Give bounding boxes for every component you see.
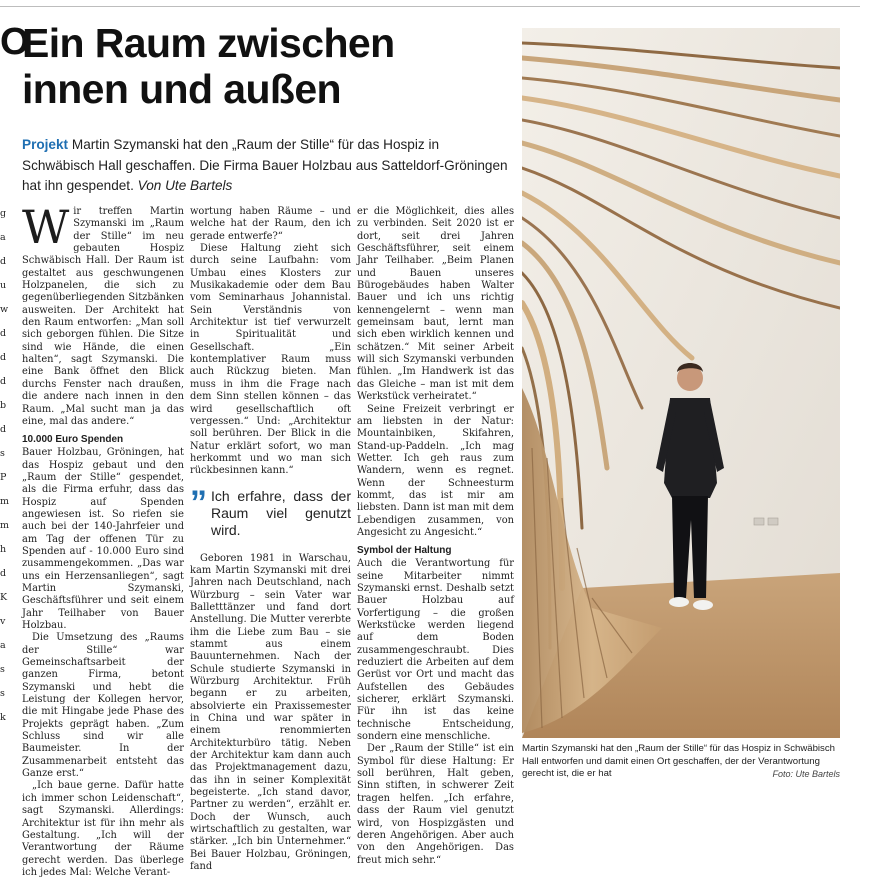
edge-text-fragment: P xyxy=(0,472,7,483)
edge-text-fragment: u xyxy=(0,280,7,291)
edge-text-fragment: d xyxy=(0,376,7,387)
edge-text-fragment: d xyxy=(0,328,7,339)
edge-text-fragment: v xyxy=(0,616,6,627)
subheading: Symbol der Haltung xyxy=(357,545,452,557)
subheading: 10.000 Euro Spenden xyxy=(22,434,124,446)
edge-text-fragment: w xyxy=(0,304,9,315)
paragraph: Diese Haltung zieht sich durch seine Laufbahn: vom Umbau eines Klosters zur Musikakademie oder dem Bau vom Seminarhaus Johannistal. Sein Verständnis von Architektur ist tief verwurzelt in Spiritualität und Gesellschaft. „Ein kontemplativer Raum muss auch Rückzug bieten. Man muss in ihm die Frage nach dem Sinn stellen können – das wird gesellschaftlich oft vergessen.“ Und: „Architektur soll berühren. Der Blick in die Natur erklärt sofort, wo man herkommt und wo man sich rückbesinnen kann.“ xyxy=(190,243,351,477)
edge-text-fragment: s xyxy=(0,664,5,675)
paragraph: Geboren 1981 in Warschau, kam Martin Szymanski mit drei Jahren nach Deutschland, nach Würzburg – sein Vater war Balletttänzer und fand dort Anstellung. Die Mutter vererbte ihm die Liebe zum Bau – sie stammt aus einem Bauunternehmen. Nach der Schule studierte Szymanski in Würzburg Architektur. Früh begann er zu arbeiten, absolvierte ein Praxissemester in China und war später in einem renommierten Architekturbüro tätig. Neben der Architektur kam dann auch das Projektmanagement dazu, das ihn in seiner Komplexität begeisterte. „Ich stand davor, Partner zu werden“, erzählt er. Doch der Wunsch, auch wirtschaftlich zu gestalten, war stärker. „Ich bin Unternehmer.“ Bei Bauer Holzbau, Gröningen, fand xyxy=(190,552,351,873)
edge-text-fragment: m xyxy=(0,520,10,531)
article-photo xyxy=(522,28,840,738)
edge-text-fragment: b xyxy=(0,400,7,411)
photo-caption: Martin Szymanski hat den „Raum der Stille“ für das Hospiz in Schwäbisch Hall entworfen und damit einen Ort geschaffen, der der Verantwortung gerecht ist, die er hat xyxy=(522,743,835,780)
pull-quote-text: Ich erfahre, dass der Raum viel genutzt wird. xyxy=(211,487,351,538)
column-3 xyxy=(357,206,514,867)
adjacent-article-edge xyxy=(0,21,30,723)
lead-text: Martin Szymanski hat den „Raum der Stille“ für das Hospiz in Schwäbisch Hall geschaffen. Die Firma Bauer Holzbau aus Satteldorf-Gröningen hat ihn gespendet. xyxy=(22,137,508,193)
paragraph: Auch die Verantwortung für seine Mitarbeiter nimmt Szymanski ernst. Deshalb setzt Bauer Holzbau auf Vorfertigung – die großen Werkstücke werden liegend auf dem Boden zusammengeschraubt. Dies reduziert die Arbeiten auf dem Gerüst vor Ort und macht das Aufstellen des Gebäudes sicherer, erklärt Szymanski. Für ihn ist das keine technische Entscheidung, sondern eine menschliche. xyxy=(357,558,514,743)
edge-text-fragment: s xyxy=(0,688,5,699)
column-2 xyxy=(190,206,351,874)
edge-text-fragment: k xyxy=(0,712,6,723)
paragraph: Wir treffen Martin Szymanski im „Raum der Stille“ im neu gebauten Hospiz Schwäbisch Hall. Der Raum ist gestaltet aus geschwungenen Holzpanelen, die sich zu gegenüberliegenden Sitzbänken ausweiten. Der Architekt hat den Raum entworfen: „Man soll sich geborgen fühlen. Die Sitze sind wie Hände, die einen halten“, sagt Szymanski. Die eine Bank öffnet den Blick durchs Fenster nach draußen, die andere nach innen in den Raum. „Mal sucht man ja das eine, mal das andere.“ xyxy=(22,200,184,427)
edge-text-fragment: a xyxy=(0,232,6,243)
headline xyxy=(22,20,502,112)
paragraph: er die Möglichkeit, dies alles zu verbinden. Seit 2020 ist er dort, seit drei Jahren Geschäftsführer, seit einem Jahr Teilhaber. „Beim Planen und Bauen unseres Bürogebäudes haben Walter Bauer und ich uns richtig kennengelernt – wenn man gemeinsam baut, lernt man sich eben wirklich kennen und schätzen.“ Mit seiner Arbeit will sich Szymanski verbunden fühlen. „Im Handwerk ist das das Gleiche – man ist mit dem Werkstück verheiratet.“ xyxy=(357,206,514,403)
paragraph: Bauer Holzbau, Gröningen, hat das Hospiz gebaut und den „Raum der Stille“ gespendet, als die Firma erfuhr, dass das Hospiz auf Spenden angewiesen ist. So riefen sie auch bei der 140-Jahrfeier und am Tag der offenen Tür zu Spenden auf - 10.000 Euro sind zusammengekommen. „Das war uns ein Herzensanliegen“, sagt Martin Szymanski, Geschäftsführer und seit einem Jahr Teilhaber von Bauer Holzbau. xyxy=(22,447,184,631)
pull-quote xyxy=(190,483,351,539)
adjacent-headline-letter: O xyxy=(0,21,30,63)
edge-text-fragment: d xyxy=(0,352,7,363)
edge-text-fragment: a xyxy=(0,640,6,651)
edge-text-fragment: K xyxy=(0,592,8,603)
photo-credit: Foto: Ute Bartels xyxy=(772,769,840,779)
top-rule xyxy=(0,6,860,7)
headline-line-1: Ein Raum zwischen xyxy=(22,20,395,66)
paragraph: wortung haben Räume – und welche hat der Raum, den ich gerade entwerfe?“ xyxy=(190,206,351,242)
drop-cap: W xyxy=(22,200,70,254)
edge-text-fragment: d xyxy=(0,568,7,579)
lead-paragraph xyxy=(22,135,512,197)
headline-line-2: innen und außen xyxy=(22,66,341,112)
edge-text-fragment: s xyxy=(0,448,5,459)
column-1 xyxy=(22,200,184,879)
byline: Von Ute Bartels xyxy=(137,178,233,193)
paragraph: „Ich baue gerne. Dafür hatte ich immer schon Leidenschaft“, sagt Szymanski. Allerdings: Architektur ist für ihn mehr als Gestaltung. „Ich will der Verantwortung der Räume gerecht werden. Das überlege ich jedes Mal: Welche Verant- xyxy=(22,780,184,878)
edge-text-fragment: g xyxy=(0,208,7,219)
quote-mark-icon: ” xyxy=(190,483,207,522)
lead-kicker: Projekt xyxy=(22,137,69,152)
paragraph: Die Umsetzung des „Raums der Stille“ war Gemeinschaftsarbeit der ganzen Firma, betont Szymanski und hebt die Leistung der Kollegen hervor, die mit Hingabe jede Phase des Projekts geprägt haben. „Zum Schluss sind wir alle Baumeister. In der Zusammenarbeit entsteht das Ganze erst.“ xyxy=(22,632,184,780)
paragraph: Seine Freizeit verbringt er am liebsten in der Natur: Mountainbiken, Skifahren, Stand-up-Paddeln. „Ich mag Wetter. Ich geh raus zum Wandern, wenn es regnet. Wenn der Schneesturm kommt, das ist mir am liebsten. Dann ist man mit dem Lebendigen zusammen, von Angesicht zu Angesicht.“ xyxy=(357,403,514,538)
edge-text-fragment: d xyxy=(0,424,7,435)
edge-text-fragment: d xyxy=(0,256,7,267)
paragraph: Der „Raum der Stille“ ist ein Symbol für diese Haltung: Er soll berühren, Halt geben, Sinn stiften, in schwerer Zeit tragen helfen. „Ich erfahre, dass der Raum viel genutzt wird, von Hospizgästen und deren Angehörigen. Aber auch von den Angehörigen. Das freut mich sehr.“ xyxy=(357,743,514,866)
edge-text-fragment: h xyxy=(0,544,7,555)
wooden-room-illustration xyxy=(522,28,840,738)
edge-text-fragment: m xyxy=(0,496,10,507)
